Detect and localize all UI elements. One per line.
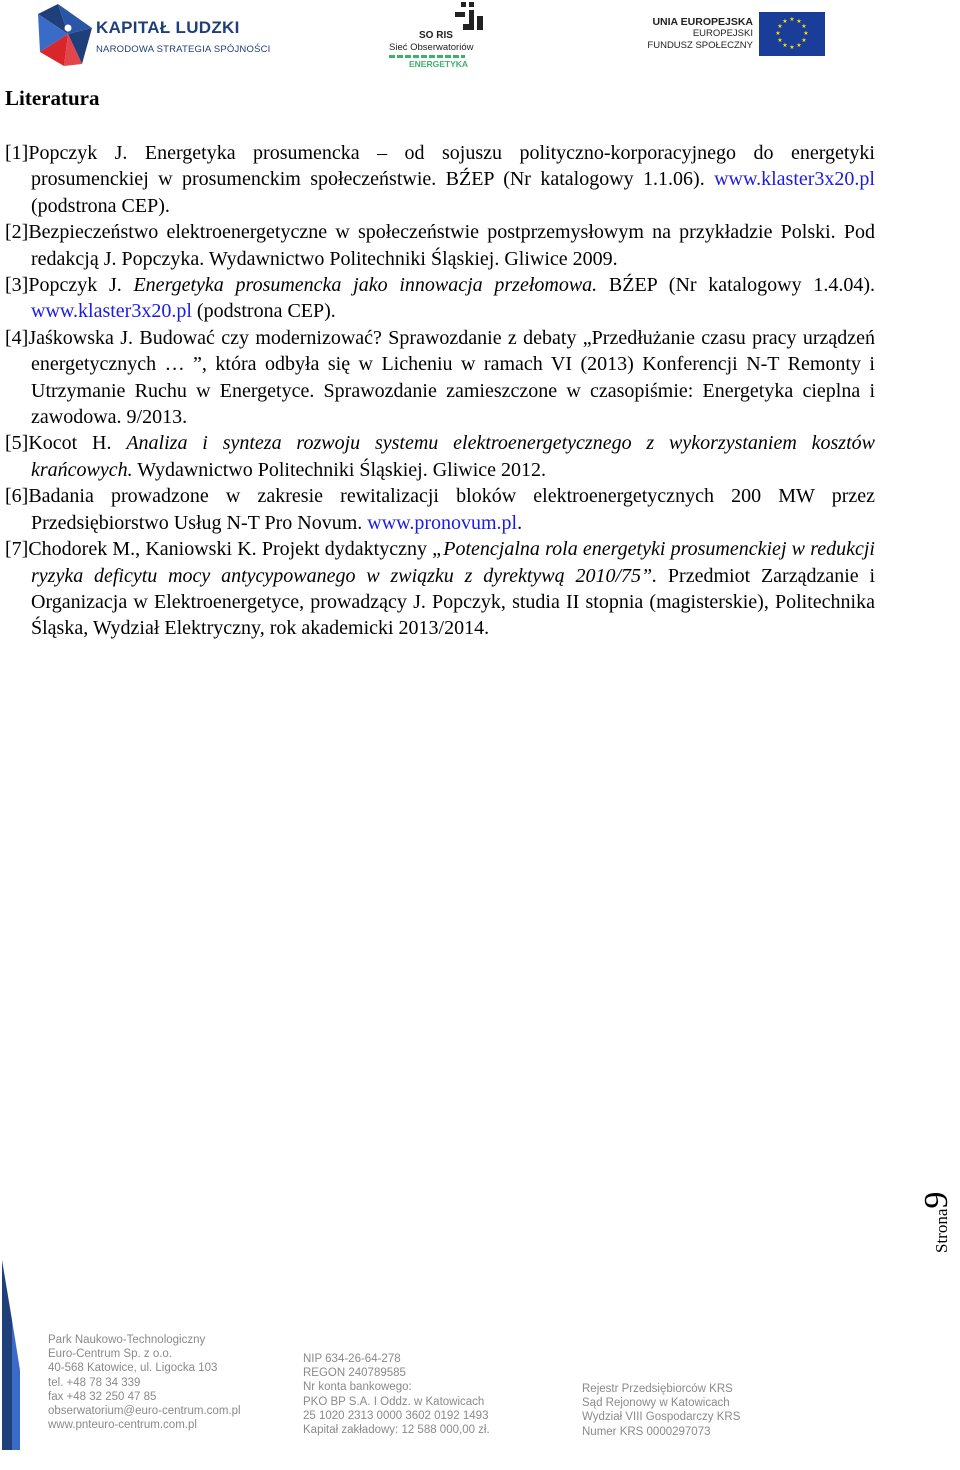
svg-text:★: ★ bbox=[775, 30, 781, 37]
kapital-ludzki-logo bbox=[38, 4, 271, 66]
svg-text:★: ★ bbox=[796, 42, 802, 49]
so-ris-mark-icon bbox=[455, 2, 485, 38]
reference-text: Kocot H. bbox=[28, 432, 127, 455]
reference-link[interactable]: www.klaster3x20.pl bbox=[714, 168, 875, 191]
reference-title: Energetyka prosumencka jako innowacja przełomowa. bbox=[133, 274, 598, 297]
reference-text: . bbox=[517, 511, 523, 534]
page-title: Literatura bbox=[5, 86, 100, 110]
svg-text:★: ★ bbox=[777, 23, 783, 30]
reference-item bbox=[5, 536, 875, 642]
footer-accent-icon bbox=[0, 1260, 22, 1450]
reference-text: Popczyk J. bbox=[28, 274, 134, 297]
kapital-ludzki-title: KAPITAŁ LUDZKI bbox=[96, 18, 240, 37]
footer-line: Numer KRS 0000297073 bbox=[582, 1425, 711, 1438]
reference-title: „Potencjalna rola energetyki prosumenckiej w redukcji ryzyka deficytu mocy antycypowanego w związku z dyrektywą 2010/75”. bbox=[31, 538, 875, 587]
footer-line: Park Naukowo-Technologiczny bbox=[48, 1334, 206, 1346]
reference-item bbox=[5, 219, 875, 272]
svg-text:★: ★ bbox=[777, 37, 783, 44]
svg-text:★: ★ bbox=[801, 23, 807, 30]
footer-line: NIP 634-26-64-278 bbox=[303, 1353, 401, 1365]
reference-text: Jaśkowska J. Budować czy modernizować? Sprawozdanie z debaty „Przedłużanie czasu pracy urządzeń energetycznych … ”, która odbyła się w Licheniu w ramach VI (2013) Konferencji N-T Remonty i Utrzymanie Ruchu w Energetyce. Sprawozdanie zamieszczone w czasopiśmie: Energetyka cieplna i zawodowa. 9/2013. bbox=[28, 326, 875, 429]
reference-item bbox=[5, 325, 875, 431]
reference-link[interactable]: www.klaster3x20.pl bbox=[31, 300, 192, 323]
reference-text: Przedmiot Zarządzanie i Organizacja w Elektroenergetyce, prowadzący J. Popczyk, studia II stopnia (magisterskie), Politechnika Śląska, Wydział Elektryczny, rok akademicki 2013/2014. bbox=[31, 564, 875, 640]
page-number bbox=[918, 1175, 960, 1265]
svg-text:★: ★ bbox=[803, 30, 809, 37]
footer-line: 25 1020 2313 0000 3602 0192 1493 bbox=[303, 1409, 489, 1422]
kapital-ludzki-star-icon bbox=[38, 4, 92, 66]
reference-title: Analiza i synteza rozwoju systemu elektroenergetycznego z wykorzystaniem kosztów krańcowych. bbox=[31, 432, 875, 481]
reference-number: [4] bbox=[5, 326, 29, 349]
footer-line: fax +48 32 250 47 85 bbox=[48, 1390, 157, 1403]
reference-item bbox=[5, 272, 875, 325]
footer-line: Nr konta bankowego: bbox=[303, 1381, 412, 1394]
reference-item bbox=[5, 483, 875, 536]
ue-line-1: UNIA EUROPEJSKA bbox=[652, 16, 753, 28]
reference-text: Chodorek M., Kaniowski K. Projekt dydaktyczny bbox=[28, 538, 433, 561]
footer-company-ids bbox=[303, 1352, 490, 1437]
reference-item bbox=[5, 430, 875, 483]
footer-address bbox=[48, 1333, 241, 1432]
reference-number: [1] bbox=[5, 142, 29, 164]
so-ris-logo bbox=[385, 2, 490, 70]
ue-line-2: EUROPEJSKI bbox=[692, 28, 753, 39]
ue-text bbox=[647, 16, 753, 52]
reference-text: (podstrona CEP). bbox=[31, 194, 170, 217]
so-ris-divider bbox=[389, 55, 465, 58]
footer-website[interactable]: www.pnteuro-centrum.com.pl bbox=[48, 1419, 197, 1432]
ue-logo bbox=[647, 12, 825, 60]
so-ris-title: SO RIS bbox=[419, 30, 453, 41]
svg-text:★: ★ bbox=[801, 37, 807, 44]
eu-flag-icon bbox=[759, 12, 825, 56]
footer-line: REGON 240789585 bbox=[303, 1367, 406, 1380]
reference-number: [6] bbox=[5, 485, 29, 508]
footer-email[interactable]: obserwatorium@euro-centrum.com.pl bbox=[48, 1405, 241, 1418]
svg-text:★: ★ bbox=[789, 16, 795, 23]
footer-line: PKO BP S.A. I Oddz. w Katowicach bbox=[303, 1395, 485, 1408]
reference-text: Bezpieczeństwo elektroenergetyczne w społeczeństwie postprzemysłowym na przykładzie Polski. Pod redakcją J. Popczyka. Wydawnictwo Politechniki Śląskiej. Gliwice 2009. bbox=[28, 221, 875, 270]
reference-number: [3] bbox=[5, 274, 29, 297]
svg-text:★: ★ bbox=[782, 42, 788, 49]
reference-text: Wydawnictwo Politechniki Śląskiej. Gliwice 2012. bbox=[132, 458, 547, 481]
reference-number: [5] bbox=[5, 432, 29, 455]
reference-text: Badania prowadzone w zakresie rewitalizacji bloków elektroenergetycznych 200 MW przez Przedsiębiorstwo Usług N-T Pro Novum. bbox=[28, 485, 875, 534]
reference-text: (podstrona CEP). bbox=[191, 300, 336, 323]
ue-line-3: FUNDUSZ SPOŁECZNY bbox=[647, 40, 753, 51]
footer-registry bbox=[582, 1382, 740, 1439]
reference-number: [7] bbox=[5, 538, 29, 561]
so-ris-energy-label: ENERGETYKA bbox=[409, 59, 469, 69]
reference-text: BŹEP (Nr katalogowy 1.4.04). bbox=[597, 274, 875, 297]
reference-link[interactable]: www.pronovum.pl bbox=[367, 511, 518, 534]
footer-line: 40-568 Katowice, ul. Ligocka 103 bbox=[48, 1362, 218, 1375]
svg-text:★: ★ bbox=[789, 44, 795, 51]
footer-line: Wydział VIII Gospodarczy KRS bbox=[582, 1411, 741, 1424]
reference-text: Popczyk J. Energetyka prosumencka – od sojuszu polityczno-korporacyjnego do energetyki prosumenckiej w prosumenckim społeczeństwie. BŹEP (Nr katalogowy 1.1.06). bbox=[28, 142, 875, 191]
so-ris-subtitle: Sieć Obserwatoriów bbox=[389, 42, 474, 53]
svg-text:★: ★ bbox=[782, 18, 788, 25]
footer-line: Euro-Centrum Sp. z o.o. bbox=[48, 1348, 172, 1361]
page-header bbox=[0, 0, 960, 75]
svg-text:★: ★ bbox=[796, 18, 802, 25]
footer-line: tel. +48 78 34 339 bbox=[48, 1376, 141, 1389]
kapital-ludzki-subtitle: NARODOWA STRATEGIA SPÓJNOŚCI bbox=[96, 44, 271, 55]
reference-item bbox=[5, 140, 875, 219]
reference-number: [2] bbox=[5, 221, 29, 244]
page-number-rotated bbox=[918, 1192, 956, 1253]
reference-list bbox=[5, 140, 875, 642]
footer-line: Kapitał zakładowy: 12 588 000,00 zł. bbox=[303, 1424, 490, 1437]
page-number-word: Strona bbox=[932, 1208, 951, 1253]
page-number-value: 9 bbox=[918, 1191, 955, 1209]
footer-line: Rejestr Przedsiębiorców KRS bbox=[582, 1383, 733, 1395]
footer-line: Sąd Rejonowy w Katowicach bbox=[582, 1397, 730, 1410]
